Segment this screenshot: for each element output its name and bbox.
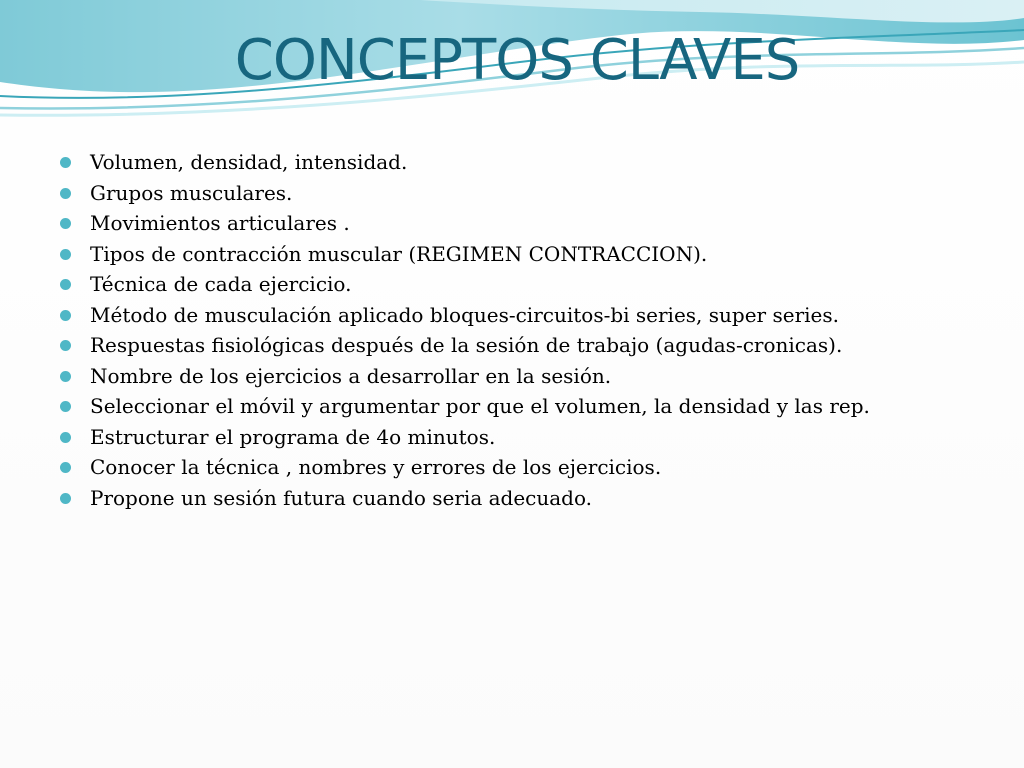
list-item-text: Nombre de los ejercicios a desarrollar en la sesión. — [90, 363, 612, 388]
list-item — [60, 452, 1000, 483]
bullet-dot-icon — [60, 310, 71, 321]
list-item — [60, 208, 1000, 239]
bullet-list — [60, 147, 1000, 513]
list-item-text: Tipos de contracción muscular (REGIMEN CONTRACCION). — [90, 241, 708, 266]
bullet-dot-icon — [60, 249, 71, 260]
bullet-dot-icon — [60, 371, 71, 382]
list-item-text: Movimientos articulares . — [90, 211, 350, 235]
bullet-dot-icon — [60, 432, 71, 443]
list-item-text: Volumen, densidad, intensidad. — [90, 150, 408, 174]
list-item-text: Propone un sesión futura cuando seria adecuado. — [90, 485, 593, 510]
list-item-text: Grupos musculares. — [90, 180, 293, 205]
bullet-dot-icon — [60, 188, 71, 199]
list-item — [60, 239, 1000, 270]
bullet-dot-icon — [60, 462, 71, 473]
list-item-text: Estructurar el programa de 4o minutos. — [90, 424, 496, 449]
bullet-dot-icon — [60, 493, 71, 504]
list-item-text: Respuestas fisiológicas después de la sesión de trabajo (agudas-cronicas). — [90, 333, 843, 357]
slide-title: CONCEPTOS CLAVES — [234, 28, 800, 93]
list-item-text: Seleccionar el móvil y argumentar por que el volumen, la densidad y las rep. — [90, 394, 870, 418]
list-item — [60, 330, 1000, 361]
bullet-dot-icon — [60, 157, 71, 168]
bullet-dot-icon — [60, 340, 71, 351]
list-item — [60, 483, 1000, 514]
list-item — [60, 422, 1000, 453]
list-item — [60, 300, 1000, 331]
bullet-dot-icon — [60, 401, 71, 412]
list-item-text: Método de musculación aplicado bloques-circuitos-bi series, super series. — [90, 302, 839, 327]
list-item — [60, 178, 1000, 209]
list-item — [60, 391, 1000, 422]
bullet-dot-icon — [60, 218, 71, 229]
list-item-text: Técnica de cada ejercicio. — [90, 272, 352, 296]
list-item-text: Conocer la técnica , nombres y errores de los ejercicios. — [90, 455, 662, 479]
list-item — [60, 361, 1000, 392]
list-item — [60, 147, 1000, 178]
bullet-dot-icon — [60, 279, 71, 290]
list-item — [60, 269, 1000, 300]
